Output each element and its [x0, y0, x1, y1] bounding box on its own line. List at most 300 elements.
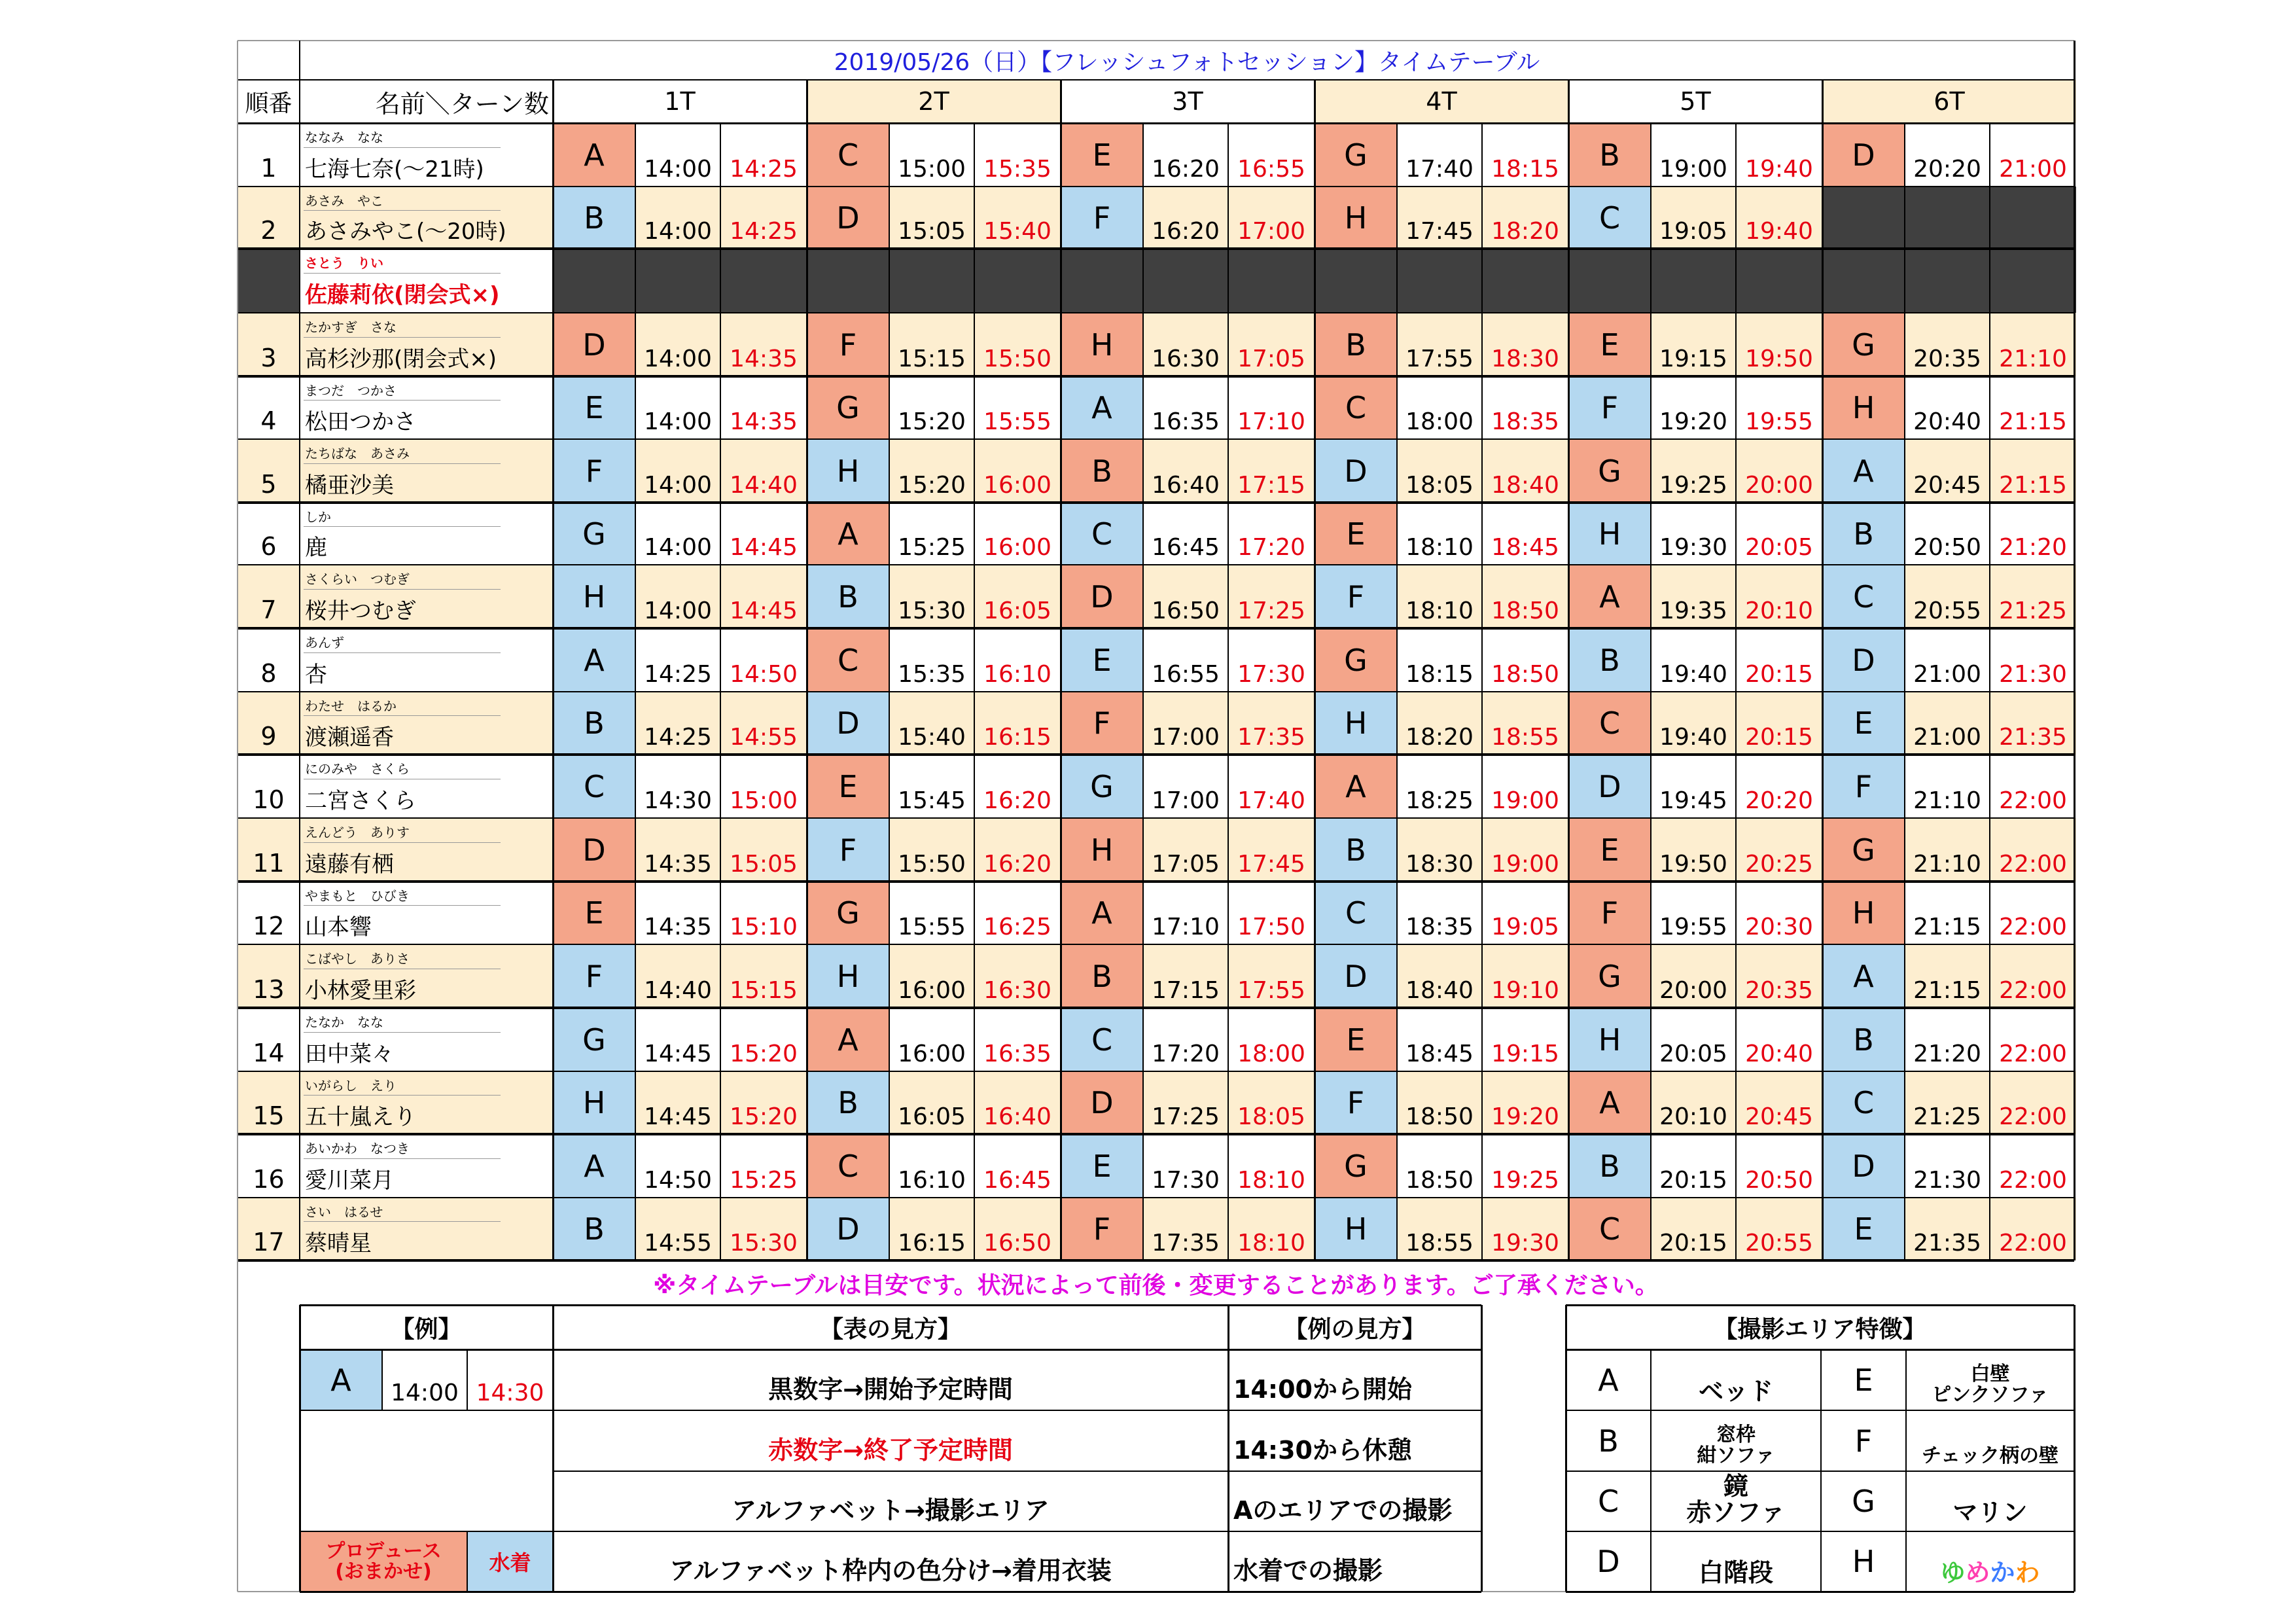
row-name: 五十嵐えり — [300, 1095, 553, 1134]
row-furigana: たちばな あさみ — [300, 439, 553, 463]
area-letter: H — [553, 565, 635, 628]
area-letter: D — [807, 1198, 889, 1260]
end-time: 20:15 — [1736, 628, 1822, 692]
area-description-char: ゆ — [1940, 1558, 1966, 1588]
end-time: 22:00 — [1990, 882, 2076, 944]
start-time: 21:30 — [1905, 1134, 1990, 1198]
example-meaning-item: Aのエリアでの撮影 — [1233, 1496, 1453, 1525]
grid-line — [304, 715, 501, 716]
end-time: 18:55 — [1482, 692, 1568, 755]
start-time: 20:10 — [1651, 1071, 1736, 1134]
start-time: 19:40 — [1651, 692, 1736, 755]
start-time: 21:10 — [1905, 818, 1990, 882]
row-furigana: たかすぎ さな — [300, 313, 553, 337]
example-meaning-header: 【例の見方】 — [1284, 1315, 1426, 1343]
end-time: 19:05 — [1482, 882, 1568, 944]
end-time: 17:05 — [1228, 313, 1315, 376]
area-letter: H — [807, 439, 889, 503]
area-description: 鏡 赤ソファ — [1686, 1472, 1786, 1527]
grid-line — [974, 123, 975, 1260]
start-time: 21:20 — [1905, 1008, 1990, 1071]
start-time: 14:35 — [635, 818, 720, 882]
end-time: 19:20 — [1482, 1071, 1568, 1134]
grid-line — [304, 1032, 501, 1033]
start-time: 20:05 — [1651, 1008, 1736, 1071]
grid-line — [237, 1260, 238, 1592]
start-time: 14:00 — [635, 123, 720, 187]
end-time: 19:30 — [1482, 1198, 1568, 1260]
howto-item: 黒数字→開始予定時間 — [768, 1375, 1013, 1404]
area-letter: E — [1061, 123, 1143, 187]
row-number: 13 — [238, 944, 300, 1008]
end-time: 17:45 — [1228, 818, 1315, 882]
area-letter: E — [1061, 1134, 1143, 1198]
start-time: 19:00 — [1651, 123, 1736, 187]
start-time: 18:20 — [1397, 692, 1482, 755]
grid-line — [806, 80, 808, 1260]
grid-line — [1650, 123, 1651, 1260]
area-letter: H — [1315, 187, 1397, 249]
end-time: 17:25 — [1228, 565, 1315, 628]
end-time: 16:00 — [974, 503, 1061, 565]
start-time: 20:15 — [1651, 1198, 1736, 1260]
howto-item: アルファベット枠内の色分け→着用衣装 — [669, 1556, 1112, 1585]
end-time: 18:05 — [1228, 1071, 1315, 1134]
area-letter: H — [1315, 1198, 1397, 1260]
area-letter: H — [1822, 376, 1905, 439]
produce-label: プロデュース (おまかせ) — [300, 1531, 467, 1592]
area-letter: H — [1568, 1008, 1651, 1071]
area-letter: G — [1822, 313, 1905, 376]
area-letter: G — [1315, 628, 1397, 692]
grid-line — [552, 1305, 554, 1592]
area-letter: B — [1061, 944, 1143, 1008]
area-letter: B — [807, 1071, 889, 1134]
area-letter: G — [807, 882, 889, 944]
start-time: 20:15 — [1651, 1134, 1736, 1198]
area-letter: E — [1568, 313, 1651, 376]
header-turn-5: 5T — [1568, 80, 1822, 123]
area-letter: A — [553, 628, 635, 692]
end-time: 19:40 — [1736, 123, 1822, 187]
grid-line — [299, 1305, 301, 1592]
area-letter: A — [553, 1134, 635, 1198]
end-time: 16:25 — [974, 882, 1061, 944]
start-time: 16:10 — [889, 1134, 974, 1198]
row-name: 山本響 — [300, 905, 553, 944]
end-time: 20:00 — [1736, 439, 1822, 503]
row-name: 高杉沙那(閉会式×) — [300, 337, 553, 376]
end-time: 19:55 — [1736, 376, 1822, 439]
start-time: 14:45 — [635, 1008, 720, 1071]
example-start: 14:00 — [391, 1380, 459, 1406]
grid-line — [304, 905, 501, 906]
row-name: 小林愛里彩 — [300, 969, 553, 1008]
end-time: 15:20 — [720, 1008, 807, 1071]
end-time: 20:15 — [1736, 692, 1822, 755]
start-time: 16:45 — [1143, 503, 1228, 565]
grid-line — [304, 273, 501, 274]
howto-header: 【表の見方】 — [819, 1315, 961, 1343]
start-time: 17:00 — [1143, 692, 1228, 755]
area-letter: F — [1568, 882, 1651, 944]
start-time: 14:45 — [635, 1071, 720, 1134]
start-time: 19:15 — [1651, 313, 1736, 376]
start-time: 14:00 — [635, 187, 720, 249]
area-letter: C — [807, 1134, 889, 1198]
grid-line — [1142, 123, 1144, 1260]
area-letter: C — [1822, 1071, 1905, 1134]
start-time: 21:25 — [1905, 1071, 1990, 1134]
area-letter: B — [1822, 1008, 1905, 1071]
grid-line — [1481, 123, 1483, 1260]
start-time: 15:40 — [889, 692, 974, 755]
header-turn-2: 2T — [807, 80, 1061, 123]
end-time: 16:40 — [974, 1071, 1061, 1134]
row-number: 12 — [238, 882, 300, 944]
end-time: 17:55 — [1228, 944, 1315, 1008]
area-header: 【撮影エリア特徴】 — [1714, 1315, 1926, 1343]
area-letter: D — [1822, 123, 1905, 187]
row-name: 蔡晴星 — [300, 1221, 553, 1260]
end-time: 18:50 — [1482, 628, 1568, 692]
start-time: 15:25 — [889, 503, 974, 565]
area-letter: C — [807, 123, 889, 187]
grid-line — [1565, 1305, 1567, 1592]
row-name: 松田つかさ — [300, 400, 553, 439]
start-time: 17:10 — [1143, 882, 1228, 944]
row-furigana: こばやし ありさ — [300, 944, 553, 969]
area-description: マリン — [1952, 1498, 2028, 1527]
end-time: 16:30 — [974, 944, 1061, 1008]
grid-line — [304, 526, 501, 527]
grid-line — [238, 817, 2074, 819]
start-time: 21:10 — [1905, 755, 1990, 818]
grid-line — [238, 186, 2074, 187]
grid-line — [300, 1349, 1481, 1351]
end-time: 21:15 — [1990, 376, 2076, 439]
grid-line — [304, 463, 501, 464]
start-time: 14:50 — [635, 1134, 720, 1198]
example-end: 14:30 — [476, 1380, 544, 1406]
area-letter: A — [807, 1008, 889, 1071]
row-furigana: やまもと ひびき — [300, 882, 553, 905]
row-name: 佐藤莉依(閉会式×) — [300, 273, 553, 313]
end-time: 19:10 — [1482, 944, 1568, 1008]
row-furigana: あいかわ なつき — [300, 1134, 553, 1158]
start-time: 14:55 — [635, 1198, 720, 1260]
grid-line — [304, 400, 501, 401]
start-time: 18:40 — [1397, 944, 1482, 1008]
start-time: 15:20 — [889, 439, 974, 503]
start-time: 14:40 — [635, 944, 720, 1008]
start-time: 19:50 — [1651, 818, 1736, 882]
start-time: 15:55 — [889, 882, 974, 944]
area-letter: H — [1061, 313, 1143, 376]
end-time: 21:35 — [1990, 692, 2076, 755]
area-description-char: め — [1965, 1558, 1990, 1588]
row-furigana: さとう りい — [300, 249, 553, 273]
header-name-turns: 名前＼ターン数 — [375, 89, 549, 118]
grid-line — [238, 501, 2074, 504]
row-furigana: たなか なな — [300, 1008, 553, 1032]
end-time: 19:40 — [1736, 187, 1822, 249]
area-letter: B — [553, 692, 635, 755]
grid-line — [238, 753, 2074, 756]
area-letter: E — [553, 882, 635, 944]
grid-line — [238, 122, 2074, 124]
grid-line — [300, 1410, 553, 1411]
grid-line — [304, 337, 501, 338]
end-time: 21:30 — [1990, 628, 2076, 692]
example-meaning-item: 14:00から開始 — [1233, 1375, 1412, 1404]
grid-line — [238, 880, 2074, 883]
start-time: 16:35 — [1143, 376, 1228, 439]
start-time: 16:55 — [1143, 628, 1228, 692]
grid-line — [1650, 1349, 1651, 1592]
grid-line — [1989, 123, 1990, 1260]
grid-line — [553, 1410, 1481, 1411]
end-time: 21:10 — [1990, 313, 2076, 376]
grid-line — [467, 1531, 468, 1592]
start-time: 17:30 — [1143, 1134, 1228, 1198]
area-letter: E — [1061, 628, 1143, 692]
area-letter: H — [1061, 818, 1143, 882]
start-time: 19:05 — [1651, 187, 1736, 249]
start-time: 16:20 — [1143, 123, 1228, 187]
start-time: 16:00 — [889, 1008, 974, 1071]
grid-line — [238, 247, 2074, 250]
end-time: 15:10 — [720, 882, 807, 944]
area-letter: G — [1315, 123, 1397, 187]
area-letter: G — [807, 376, 889, 439]
area-letter: B — [1822, 503, 1905, 565]
area-letter: D — [1061, 1071, 1143, 1134]
area-letter: F — [553, 439, 635, 503]
row-name: 七海七奈(～21時) — [300, 147, 553, 187]
end-time: 18:20 — [1482, 187, 1568, 249]
end-time: 20:45 — [1736, 1071, 1822, 1134]
start-time: 17:00 — [1143, 755, 1228, 818]
area-description: 白壁 ピンクソファ — [1932, 1363, 2049, 1406]
grid-line — [304, 210, 501, 211]
row-furigana: さくらい つむぎ — [300, 565, 553, 589]
header-turn-3: 3T — [1061, 80, 1315, 123]
grid-line — [1227, 1305, 1229, 1592]
end-time: 17:50 — [1228, 882, 1315, 944]
area-code: E — [1854, 1362, 1873, 1398]
start-time: 21:15 — [1905, 944, 1990, 1008]
row-furigana: ななみ なな — [300, 123, 553, 147]
grid-line — [238, 1071, 2074, 1072]
howto-item: 赤数字→終了予定時間 — [768, 1436, 1013, 1465]
row-name: 田中菜々 — [300, 1032, 553, 1071]
area-description: 白階段 — [1698, 1558, 1773, 1588]
area-letter: B — [1568, 123, 1651, 187]
start-time: 18:10 — [1397, 503, 1482, 565]
row-name: 渡瀬遥香 — [300, 715, 553, 755]
start-time: 18:25 — [1397, 755, 1482, 818]
grid-line — [299, 41, 300, 1260]
area-letter: B — [1568, 1134, 1651, 1198]
end-time: 20:30 — [1736, 882, 1822, 944]
start-time: 14:30 — [635, 755, 720, 818]
start-time: 16:00 — [889, 944, 974, 1008]
start-time: 18:55 — [1397, 1198, 1482, 1260]
grid-line — [2074, 1305, 2075, 1592]
row-furigana: あさみ やこ — [300, 187, 553, 210]
start-time: 17:15 — [1143, 944, 1228, 1008]
end-time: 22:00 — [1990, 755, 2076, 818]
end-time: 15:40 — [974, 187, 1061, 249]
end-time: 14:25 — [720, 123, 807, 187]
start-time: 14:00 — [635, 439, 720, 503]
end-time: 15:00 — [720, 755, 807, 818]
area-letter: G — [553, 503, 635, 565]
area-letter: B — [1315, 818, 1397, 882]
start-time: 17:45 — [1397, 187, 1482, 249]
start-time: 18:00 — [1397, 376, 1482, 439]
row-furigana: にのみや さくら — [300, 755, 553, 779]
area-letter: A — [1822, 439, 1905, 503]
area-letter: G — [553, 1008, 635, 1071]
end-time: 17:10 — [1228, 376, 1315, 439]
area-letter: B — [553, 1198, 635, 1260]
grid-line — [304, 652, 501, 653]
area-letter: H — [553, 1071, 635, 1134]
row-number: 5 — [238, 439, 300, 503]
grid-line — [238, 564, 2074, 565]
area-letter: D — [553, 818, 635, 882]
end-time: 18:40 — [1482, 439, 1568, 503]
start-time: 21:00 — [1905, 692, 1990, 755]
turn-empty-cell — [807, 249, 1061, 313]
area-letter: F — [1315, 1071, 1397, 1134]
area-letter: D — [1315, 944, 1397, 1008]
area-description-char: わ — [2015, 1558, 2040, 1588]
end-time: 20:35 — [1736, 944, 1822, 1008]
area-letter: D — [1822, 628, 1905, 692]
end-time: 17:30 — [1228, 628, 1315, 692]
end-time: 19:15 — [1482, 1008, 1568, 1071]
row-number: 6 — [238, 503, 300, 565]
start-time: 19:20 — [1651, 376, 1736, 439]
area-description — [1906, 1531, 2074, 1592]
end-time: 16:00 — [974, 439, 1061, 503]
row-number: 4 — [238, 376, 300, 439]
end-time: 16:05 — [974, 565, 1061, 628]
grid-line — [238, 375, 2074, 378]
notice: ※タイムテーブルは目安です。状況によって前後・変更することがあります。ご了承ください。 — [653, 1272, 1659, 1299]
grid-line — [238, 1197, 2074, 1198]
grid-line — [1904, 123, 1905, 1260]
end-time: 19:00 — [1482, 755, 1568, 818]
howto-item: アルファベット→撮影エリア — [732, 1496, 1050, 1525]
start-time: 14:25 — [635, 628, 720, 692]
row-furigana: まつだ つかさ — [300, 376, 553, 400]
area-letter: B — [553, 187, 635, 249]
area-letter: B — [807, 565, 889, 628]
area-code: F — [1854, 1423, 1873, 1459]
area-letter: E — [1822, 692, 1905, 755]
grid-line — [238, 438, 2074, 440]
area-letter: G — [1568, 944, 1651, 1008]
start-time: 15:30 — [889, 565, 974, 628]
area-code: C — [1597, 1484, 1619, 1519]
end-time: 18:10 — [1228, 1198, 1315, 1260]
row-furigana: あんず — [300, 628, 553, 652]
area-letter: D — [1315, 439, 1397, 503]
start-time: 15:00 — [889, 123, 974, 187]
row-name: 橘亜沙美 — [300, 463, 553, 503]
grid-line — [1060, 80, 1062, 1260]
start-time: 15:45 — [889, 755, 974, 818]
grid-line — [238, 691, 2074, 692]
end-time: 22:00 — [1990, 1008, 2076, 1071]
area-letter: A — [807, 503, 889, 565]
start-time: 17:55 — [1397, 313, 1482, 376]
area-letter: C — [1568, 692, 1651, 755]
start-time: 15:05 — [889, 187, 974, 249]
area-letter: D — [1822, 1134, 1905, 1198]
grid-line — [1822, 80, 1824, 1260]
end-time: 16:45 — [974, 1134, 1061, 1198]
start-time: 20:20 — [1905, 123, 1990, 187]
area-description-char: か — [1990, 1558, 2015, 1588]
start-time: 14:00 — [635, 565, 720, 628]
row-name: 杏 — [300, 652, 553, 692]
grid-line — [238, 312, 2074, 313]
grid-line — [1227, 123, 1229, 1260]
end-time: 14:50 — [720, 628, 807, 692]
area-letter: H — [1568, 503, 1651, 565]
area-description: チェック柄の壁 — [1921, 1444, 2059, 1467]
end-time: 22:00 — [1990, 944, 2076, 1008]
grid-line — [1396, 123, 1398, 1260]
start-time: 20:00 — [1651, 944, 1736, 1008]
grid-line — [1566, 1304, 2074, 1306]
start-time: 18:45 — [1397, 1008, 1482, 1071]
grid-line — [300, 1304, 1481, 1306]
area-letter: H — [1315, 692, 1397, 755]
area-letter: G — [1315, 1134, 1397, 1198]
area-letter: E — [1315, 1008, 1397, 1071]
grid-line — [300, 1591, 1481, 1593]
area-letter: A — [1061, 882, 1143, 944]
area-letter: H — [1822, 882, 1905, 944]
end-time: 22:00 — [1990, 1071, 2076, 1134]
end-time: 14:55 — [720, 692, 807, 755]
start-time: 20:45 — [1905, 439, 1990, 503]
end-time: 14:40 — [720, 439, 807, 503]
grid-line — [553, 1531, 1481, 1532]
row-number: 3 — [238, 313, 300, 376]
grid-line — [1314, 80, 1316, 1260]
example-header: 【例】 — [391, 1315, 462, 1343]
grid-line — [1481, 1305, 1483, 1592]
area-code: B — [1598, 1423, 1619, 1459]
row-name: 愛川菜月 — [300, 1158, 553, 1198]
area-letter: D — [1568, 755, 1651, 818]
area-letter: E — [1568, 818, 1651, 882]
end-time: 16:20 — [974, 818, 1061, 882]
header-turn-6: 6T — [1822, 80, 2076, 123]
start-time: 14:00 — [635, 313, 720, 376]
header-order: 順番 — [245, 90, 292, 117]
grid-line — [1568, 80, 1570, 1260]
start-time: 16:05 — [889, 1071, 974, 1134]
area-letter: F — [1822, 755, 1905, 818]
